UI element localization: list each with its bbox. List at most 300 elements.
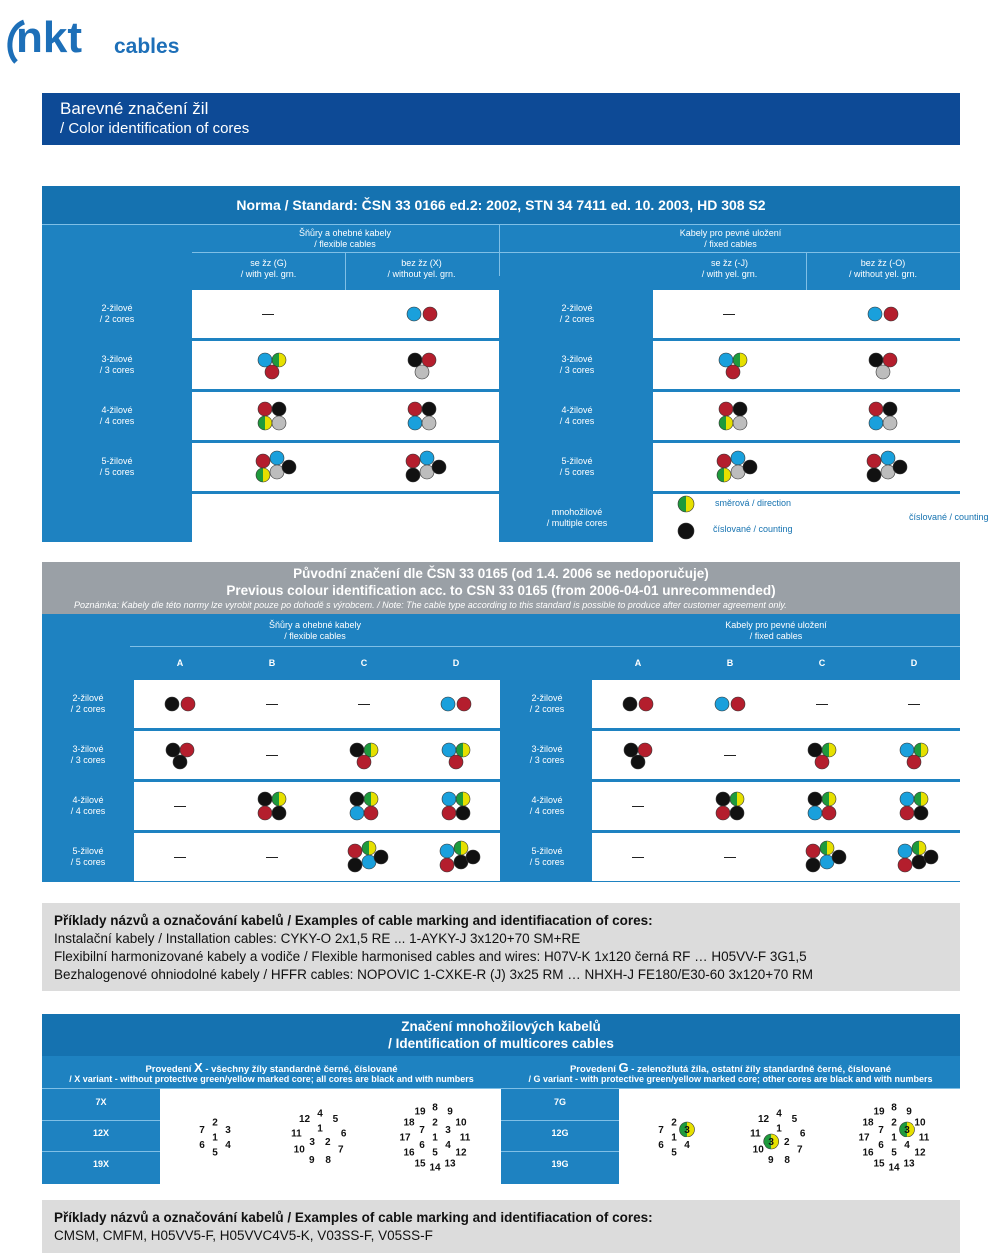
g-row-label: 7G	[553, 1097, 566, 1107]
core-number: 9	[309, 1155, 315, 1167]
core-number: 3	[445, 1125, 451, 1136]
core-number: 17	[399, 1132, 411, 1144]
core-number: 5	[432, 1147, 438, 1159]
brown-core	[806, 844, 820, 858]
brown-core	[442, 806, 456, 820]
black-core	[466, 850, 480, 864]
standard-cable-cell	[653, 443, 960, 491]
brown-core	[258, 806, 272, 820]
core-number: 2	[784, 1137, 790, 1148]
brown-core	[449, 755, 463, 769]
blue-core	[258, 353, 272, 367]
brown-core	[822, 806, 836, 820]
core-number: 17	[858, 1132, 870, 1144]
core-number: 7	[419, 1125, 425, 1136]
black-core	[924, 850, 938, 864]
core-number: 5	[891, 1147, 897, 1159]
not-applicable-dash	[724, 857, 736, 858]
standard-heading: Norma / Standard: ČSN 33 0166 ed.2: 2002, STN 34 7411 ed. 10. 2003, HD 308 S2	[236, 197, 766, 213]
examples-title: Příklady názvů a označování kabelů / Examples of cable marking and identifiacation of cores:	[54, 913, 653, 928]
core-number: 2	[212, 1117, 218, 1129]
core-number: 18	[403, 1117, 415, 1129]
black-core	[173, 755, 187, 769]
not-applicable-dash	[908, 704, 920, 705]
core-number: 15	[414, 1158, 426, 1170]
grey-core	[422, 416, 436, 430]
black-core	[716, 792, 730, 806]
grey-core	[733, 416, 747, 430]
x-variant-sub: / X variant - without protective green/yellow marked core; all cores are black and with numbers	[69, 1074, 474, 1084]
brown-core	[423, 307, 437, 321]
blue-core	[408, 416, 422, 430]
core-number: 2	[671, 1117, 677, 1129]
core-number: 15	[873, 1158, 885, 1170]
core-number: 11	[918, 1132, 930, 1144]
blue-core	[898, 844, 912, 858]
divider	[42, 1120, 160, 1121]
examples-box	[42, 903, 960, 991]
brown-core	[867, 454, 881, 468]
counting-label-2: číslované / counting	[909, 512, 989, 522]
core-number: 2	[325, 1137, 331, 1148]
old-fixed-label: Kabely pro pevné uložení / fixed cables	[725, 620, 827, 641]
standard-row-label: 2-žilové / 2 cores	[559, 303, 595, 324]
black-core	[832, 850, 846, 864]
core-number: 1	[212, 1132, 218, 1144]
core-number: 8	[784, 1155, 790, 1167]
black-core	[867, 468, 881, 482]
standard-row-label: 2-žilové / 2 cores	[99, 303, 135, 324]
divider	[345, 252, 346, 290]
core-number: 3	[225, 1125, 231, 1136]
core-number: 8	[891, 1102, 897, 1114]
core-number: 12	[455, 1147, 467, 1159]
black-core	[272, 402, 286, 416]
core-number: 8	[325, 1155, 331, 1167]
black-core	[374, 850, 388, 864]
standard-table	[42, 186, 989, 542]
standard-cable-cell	[653, 392, 960, 440]
brown-core	[406, 454, 420, 468]
not-applicable-dash	[816, 704, 828, 705]
not-applicable-dash	[174, 806, 186, 807]
blue-core	[881, 451, 895, 465]
core-number: 4	[684, 1140, 690, 1151]
black-core	[631, 755, 645, 769]
core-number: 13	[903, 1158, 915, 1170]
old-row-label: 4-žilové / 4 cores	[529, 795, 565, 816]
divider	[42, 1151, 160, 1152]
logo-nkt: nkt	[16, 13, 82, 62]
blue-core	[407, 307, 421, 321]
blue-core	[442, 743, 456, 757]
old-cable-cell	[134, 833, 500, 881]
not-applicable-dash	[632, 857, 644, 858]
standard-col-col_o: bez žz (-O) / without yel. grn.	[848, 258, 918, 279]
brown-core	[181, 697, 195, 711]
old-cable-cell	[134, 680, 500, 728]
standard-row-label: 3-žilové / 3 cores	[559, 354, 595, 375]
brown-core	[256, 454, 270, 468]
core-number: 7	[658, 1125, 664, 1136]
old-col-D: D	[452, 658, 460, 668]
green-yellow-core	[822, 792, 836, 806]
brown-core	[638, 743, 652, 757]
core-number: 4	[317, 1108, 323, 1120]
core-number: 16	[403, 1147, 415, 1159]
standard-row-label: 4-žilové / 4 cores	[559, 405, 595, 426]
core-number: 14	[429, 1162, 441, 1174]
old-standard-table	[42, 614, 960, 882]
standard-flexible-label: Šňůry a ohebné kabely / flexible cables	[298, 228, 392, 249]
black-core	[350, 743, 364, 757]
standard-row-label: 5-žilové / 5 cores	[99, 456, 135, 477]
standard-col-col_g: se žz (G) / with yel. grn.	[240, 258, 297, 279]
black-core	[914, 806, 928, 820]
black-core	[282, 460, 296, 474]
core-number: 4	[225, 1140, 231, 1151]
divider	[501, 1151, 619, 1152]
green-yellow-core	[914, 743, 928, 757]
core-number: 2	[432, 1117, 438, 1129]
standard-fixed-label: Kabely pro pevné uložení / fixed cables	[679, 228, 782, 249]
brown-core	[357, 755, 371, 769]
black-core	[883, 402, 897, 416]
blue-core	[715, 697, 729, 711]
core-number: 10	[752, 1144, 764, 1156]
examples-line3: Bezhalogenové ohniodolné kabely / HFFR cables: NOPOVIC 1-CXKE-R (J) 3x25 RM … NHXH-J FE180/E30-60 3x120+70 RM	[54, 967, 813, 982]
core-number: 1	[776, 1123, 782, 1135]
standard-col-col_x: bez žz (X) / without yel. grn.	[387, 258, 456, 279]
core-number: 19	[414, 1106, 426, 1118]
core-number: 9	[768, 1155, 774, 1167]
logo-cables: cables	[114, 35, 180, 58]
g-row-label: 19G	[551, 1159, 569, 1169]
grey-core	[415, 365, 429, 379]
core-number: 1	[317, 1123, 323, 1135]
green-yellow-core	[454, 841, 468, 855]
old-row-label: 5-žilové / 5 cores	[529, 846, 565, 867]
examples-line2: Flexibilní harmonizované kabely a vodiče / Flexible harmonised cables and wires: H07V-K 1x120 černá RF … H05VV-F 3G1,5	[54, 949, 807, 964]
green-yellow-core	[820, 841, 834, 855]
blue-core	[350, 806, 364, 820]
core-number: 9	[447, 1106, 453, 1118]
blue-core	[868, 307, 882, 321]
g-variant-diagrams	[619, 1089, 960, 1184]
g-variant-sub: / G variant - with protective green/yellow marked core; other cores are black and with numbers	[528, 1074, 933, 1084]
black-core	[350, 792, 364, 806]
brown-core	[639, 697, 653, 711]
g-variant-heading: Provedení G - zelenožlutá žíla, ostatní žíly standardně černé, číslované	[569, 1060, 892, 1075]
not-applicable-dash	[174, 857, 186, 858]
black-core	[258, 792, 272, 806]
old-col-A: A	[634, 658, 642, 668]
divider	[42, 224, 960, 225]
old-row-label: 2-žilové / 2 cores	[70, 693, 106, 714]
old-col-C: C	[360, 658, 368, 668]
old-note: Poznámka: Kabely dle této normy lze vyrobit pouze po dohodě s výrobcem. / Note: The cable type according to this standard is possible to produce after customer agreement only.	[74, 600, 787, 610]
black-core	[272, 806, 286, 820]
core-number: 6	[340, 1128, 347, 1140]
old-row-label: 5-žilové / 5 cores	[70, 846, 106, 867]
core-number: 11	[459, 1132, 471, 1144]
old-cable-cell	[592, 782, 960, 830]
x-variant-heading: Provedení X - všechny žíly standardně černé, číslované	[145, 1060, 398, 1075]
core-number: 1	[432, 1132, 438, 1144]
black-core	[408, 353, 422, 367]
multicore-heading-band	[42, 1014, 960, 1056]
blue-core	[440, 844, 454, 858]
old-row-label: 3-žilové / 3 cores	[529, 744, 565, 765]
blue-core	[719, 353, 733, 367]
old-cable-cell	[592, 731, 960, 779]
green-yellow-core	[258, 416, 272, 430]
standard-cable-cell	[653, 341, 960, 389]
old-cable-cell	[134, 782, 500, 830]
green-yellow-core	[733, 353, 747, 367]
black-core	[166, 743, 180, 757]
core-number: 6	[419, 1140, 425, 1151]
core-number: 3	[684, 1125, 690, 1136]
old-col-C: C	[818, 658, 826, 668]
direction-label: směrová / direction	[715, 498, 792, 508]
examples2-box	[42, 1200, 960, 1253]
x-row-label: 12X	[92, 1128, 109, 1138]
brown-core	[719, 402, 733, 416]
old-col-B: B	[726, 658, 734, 668]
core-number: 1	[891, 1132, 897, 1144]
core-number: 10	[455, 1117, 467, 1129]
divider	[499, 224, 500, 276]
old-row-label: 4-žilové / 4 cores	[70, 795, 106, 816]
old-cable-cell	[592, 833, 960, 881]
core-number: 11	[291, 1128, 302, 1140]
blue-core	[900, 743, 914, 757]
standard-multi-cell	[653, 494, 989, 542]
not-applicable-dash	[266, 704, 278, 705]
brown-core	[883, 353, 897, 367]
core-number: 5	[791, 1114, 798, 1126]
core-number: 9	[906, 1106, 912, 1118]
black-core	[623, 697, 637, 711]
old-heading-cz: Původní značení dle ČSN 33 0165 (od 1.4. 2006 se nedoporučuje)	[293, 566, 709, 581]
core-number: 12	[299, 1114, 311, 1126]
examples-line1: Instalační kabely / Installation cables: CYKY-O 2x1,5 RE ... 1-AYKY-J 3x120+70 SM+RE	[54, 931, 581, 946]
old-heading-en: Previous colour identification acc. to CSN 33 0165 (from 2006-04-01 unrecommended)	[226, 583, 776, 598]
brown-core	[258, 402, 272, 416]
black-core	[165, 697, 179, 711]
brown-core	[408, 402, 422, 416]
brown-core	[457, 697, 471, 711]
x-row-label: 19X	[92, 1159, 109, 1169]
black-core	[743, 460, 757, 474]
old-col-B: B	[268, 658, 276, 668]
brown-core	[726, 365, 740, 379]
core-number: 3	[309, 1137, 315, 1148]
green-yellow-core	[364, 792, 378, 806]
core-number: 7	[797, 1144, 803, 1156]
divider	[130, 646, 960, 647]
green-yellow-core	[822, 743, 836, 757]
black-core	[733, 402, 747, 416]
multicore-heading-cz: Značení mnohožilových kabelů	[401, 1019, 601, 1034]
counting-label: číslované / counting	[713, 524, 793, 534]
old-standard-heading-band	[42, 562, 960, 614]
green-yellow-core	[456, 743, 470, 757]
old-flexible-label: Šňůry a ohebné kabely / flexible cables	[268, 620, 362, 641]
x-variant-diagrams	[160, 1089, 501, 1184]
old-row-label: 2-žilové / 2 cores	[529, 693, 565, 714]
old-col-A: A	[176, 658, 184, 668]
core-number: 12	[914, 1147, 926, 1159]
multicore-heading-en: / Identification of multicores cables	[388, 1036, 614, 1051]
divider	[501, 1120, 619, 1121]
not-applicable-dash	[724, 755, 736, 756]
standard-cable-cell	[192, 494, 499, 542]
black-core	[893, 460, 907, 474]
brown-core	[265, 365, 279, 379]
divider	[192, 252, 960, 253]
core-number: 6	[799, 1128, 806, 1140]
black-core	[869, 353, 883, 367]
black-core	[730, 806, 744, 820]
blue-core	[808, 806, 822, 820]
green-yellow-core	[456, 792, 470, 806]
brown-core	[815, 755, 829, 769]
green-yellow-core	[678, 496, 694, 512]
green-yellow-core	[912, 841, 926, 855]
brown-core	[731, 697, 745, 711]
multicore-table	[42, 1056, 960, 1184]
brown-core	[717, 454, 731, 468]
black-core	[456, 806, 470, 820]
core-number: 1	[671, 1132, 677, 1144]
blue-core	[900, 792, 914, 806]
black-core	[624, 743, 638, 757]
core-number: 6	[199, 1140, 205, 1151]
standard-row-label: 4-žilové / 4 cores	[99, 405, 135, 426]
core-number: 7	[199, 1125, 205, 1136]
core-number: 19	[873, 1106, 885, 1118]
old-cable-cell	[592, 680, 960, 728]
standard-multi-label: mnohožilové / multiple cores	[546, 507, 608, 528]
brown-core	[869, 402, 883, 416]
nkt-cables-logo	[2, 8, 202, 70]
black-core	[422, 402, 436, 416]
old-row-label: 3-žilové / 3 cores	[70, 744, 106, 765]
examples2-title: Příklady názvů a označování kabelů / Examples of cable marking and identifiacation of cores:	[54, 1210, 653, 1225]
page-title-line1: Barevné značení žil	[60, 99, 209, 118]
core-number: 14	[888, 1162, 900, 1174]
grey-core	[876, 365, 890, 379]
brown-core	[907, 755, 921, 769]
black-core	[808, 743, 822, 757]
green-yellow-core	[364, 743, 378, 757]
old-cable-cell	[134, 731, 500, 779]
standard-row-label: 5-žilové / 5 cores	[559, 456, 595, 477]
page-title-bar	[42, 93, 960, 145]
x-row-label: 7X	[95, 1097, 107, 1107]
old-col-D: D	[910, 658, 918, 668]
core-number: 6	[658, 1140, 664, 1151]
green-yellow-core	[914, 792, 928, 806]
core-number: 10	[914, 1117, 926, 1129]
core-number: 11	[750, 1128, 761, 1140]
core-number: 3	[768, 1137, 774, 1148]
page-title-line2: / Color identification of cores	[60, 120, 250, 137]
blue-core	[270, 451, 284, 465]
brown-core	[884, 307, 898, 321]
black-core	[432, 460, 446, 474]
g-row-label: 12G	[551, 1128, 569, 1138]
blue-core	[441, 697, 455, 711]
core-number: 16	[862, 1147, 874, 1159]
core-number: 2	[891, 1117, 897, 1129]
green-yellow-core	[730, 792, 744, 806]
standard-row-label: 3-žilové / 3 cores	[99, 354, 135, 375]
not-applicable-dash	[632, 806, 644, 807]
black-core	[808, 792, 822, 806]
divider	[806, 252, 807, 290]
core-number: 4	[904, 1140, 910, 1151]
brown-core	[440, 858, 454, 872]
black-core	[678, 523, 694, 539]
standard-col-col_j: se žz (-J) / with yel. grn.	[701, 258, 758, 279]
core-number: 10	[293, 1144, 305, 1156]
not-applicable-dash	[266, 755, 278, 756]
brown-core	[898, 858, 912, 872]
blue-core	[731, 451, 745, 465]
core-number: 8	[432, 1102, 438, 1114]
brown-core	[716, 806, 730, 820]
grey-core	[883, 416, 897, 430]
standard-cable-cell	[192, 290, 499, 338]
standard-cable-cell	[192, 443, 499, 491]
core-number: 13	[444, 1158, 456, 1170]
core-number: 7	[338, 1144, 344, 1156]
standard-cable-cell	[192, 341, 499, 389]
green-yellow-core	[719, 416, 733, 430]
black-core	[806, 858, 820, 872]
core-number: 18	[862, 1117, 874, 1129]
black-core	[348, 858, 362, 872]
not-applicable-dash	[358, 704, 370, 705]
examples2-line1: CMSM, CMFM, H05VV5-F, H05VVC4V5-K, V03SS-F, V05SS-F	[54, 1228, 433, 1243]
core-number: 5	[332, 1114, 339, 1126]
standard-cable-cell	[653, 290, 960, 338]
brown-core	[900, 806, 914, 820]
core-number: 7	[878, 1125, 884, 1136]
grey-core	[272, 416, 286, 430]
brown-core	[422, 353, 436, 367]
not-applicable-dash	[262, 314, 274, 315]
green-yellow-core	[272, 353, 286, 367]
standard-cable-cell	[192, 392, 499, 440]
blue-core	[442, 792, 456, 806]
green-yellow-core	[256, 468, 270, 482]
core-number: 5	[212, 1147, 218, 1159]
core-number: 12	[758, 1114, 770, 1126]
not-applicable-dash	[266, 857, 278, 858]
green-yellow-core	[717, 468, 731, 482]
core-number: 3	[904, 1125, 910, 1136]
core-number: 4	[445, 1140, 451, 1151]
black-core	[406, 468, 420, 482]
green-yellow-core	[272, 792, 286, 806]
brown-core	[348, 844, 362, 858]
not-applicable-dash	[723, 314, 735, 315]
blue-core	[420, 451, 434, 465]
